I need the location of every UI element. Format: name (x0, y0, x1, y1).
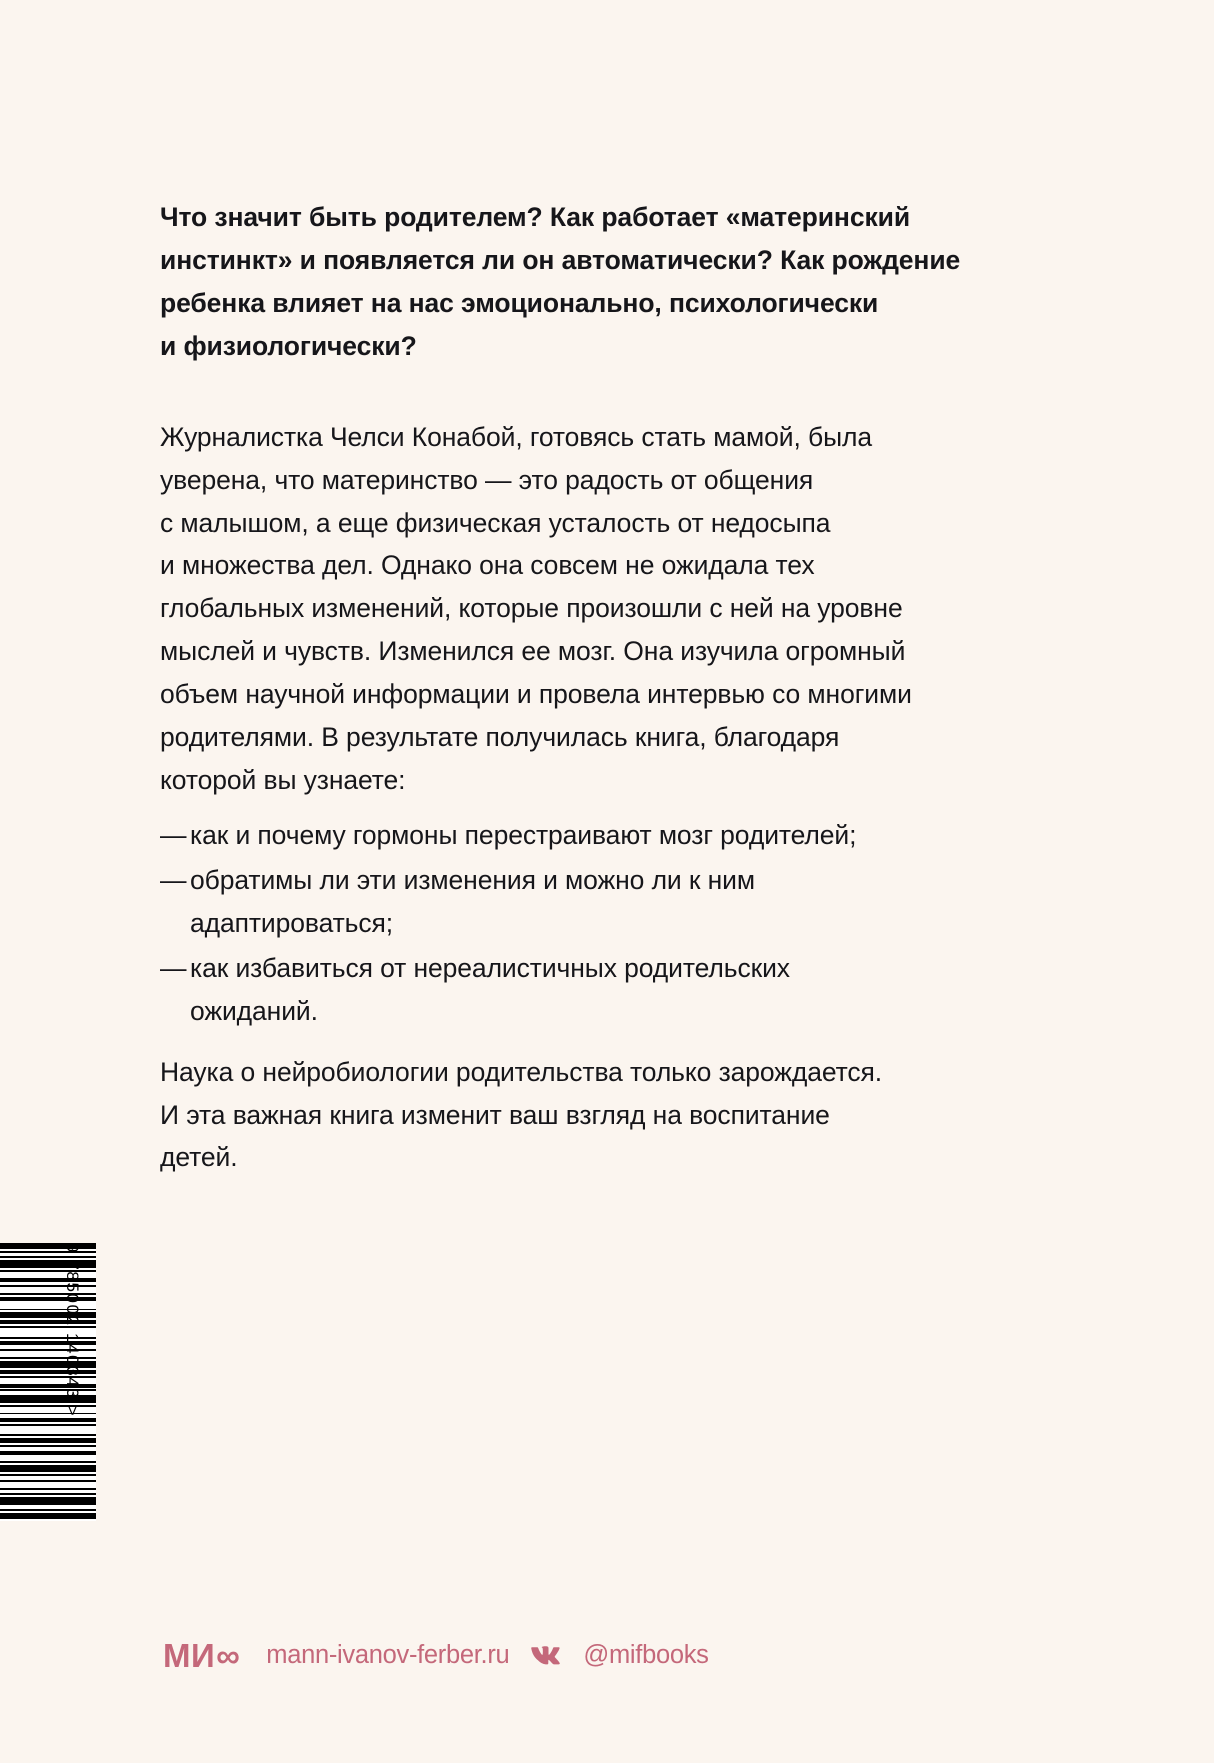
dash-marker: — (160, 819, 187, 850)
body-paragraph-2 (160, 1051, 950, 1180)
mif-logo (163, 1639, 240, 1672)
lede-line: и физиологически? (160, 330, 417, 361)
body-line: с малышом, а еще физическая усталость от недосыпа (160, 507, 831, 538)
body-line: и множества дел. Однако она совсем не ожидала тех (160, 550, 815, 581)
body-line: глобальных изменений, которые произошли с ней на уровне (160, 593, 903, 624)
lede-line: Что значит быть родителем? Как работает «материнский (160, 202, 911, 232)
vk-icon[interactable] (531, 1645, 565, 1667)
list-item-line: обратимы ли эти изменения и можно ли к ним (190, 864, 756, 895)
mif-logo-text: МИ (163, 1637, 216, 1674)
body-paragraph-1 (160, 416, 950, 802)
body-line: которой вы узнаете: (160, 765, 406, 796)
body-line: мыслей и чувств. Изменился ее мозг. Она изучила огромный (160, 636, 906, 667)
lede-line: инстинкт» и появляется ли он автоматически? Как рождение (160, 244, 961, 275)
list-item-text (190, 859, 755, 945)
body-line: детей. (160, 1142, 238, 1173)
body-block (160, 416, 950, 1180)
infinity-icon: ∞ (216, 1637, 241, 1674)
body-line: объем научной информации и провела интервью со многими (160, 679, 912, 710)
list-item-line: как и почему гормоны перестраивают мозг родителей; (190, 819, 857, 850)
list-item-line: адаптироваться; (190, 907, 394, 938)
isbn-number: 9 785002 140343 > (63, 1243, 82, 1418)
benefits-list (160, 814, 950, 1033)
body-line: уверена, что материнство — это радость от общения (160, 464, 814, 495)
social-handle[interactable]: @mifbooks (583, 1640, 709, 1669)
list-item-line: ожиданий. (190, 995, 318, 1026)
publisher-website[interactable]: mann-ivanov-ferber.ru (266, 1640, 510, 1669)
list-item-line: как избавиться от нереалистичных родительских (190, 952, 790, 983)
dash-marker: — (160, 864, 187, 895)
body-line: Журналистка Челси Конабой, готовясь стать мамой, была (160, 421, 873, 452)
list-item (160, 859, 950, 945)
cover-text-column (160, 196, 961, 1179)
list-item-text (190, 947, 790, 1033)
isbn-barcode (0, 1243, 132, 1521)
publisher-footer (163, 1639, 709, 1672)
body-line: родителями. В результате получилась книга, благодаря (160, 722, 840, 753)
body-line: И эта важная книга изменит ваш взгляд на воспитание (160, 1099, 830, 1130)
list-item (160, 947, 950, 1033)
body-line: Наука о нейробиологии родительства только зарождается. (160, 1056, 883, 1087)
lede-paragraph (160, 196, 961, 368)
lede-line: ребенка влияет на нас эмоционально, психологически (160, 287, 879, 318)
list-item (160, 814, 950, 857)
list-item-text (190, 814, 856, 857)
dash-marker: — (160, 952, 187, 983)
